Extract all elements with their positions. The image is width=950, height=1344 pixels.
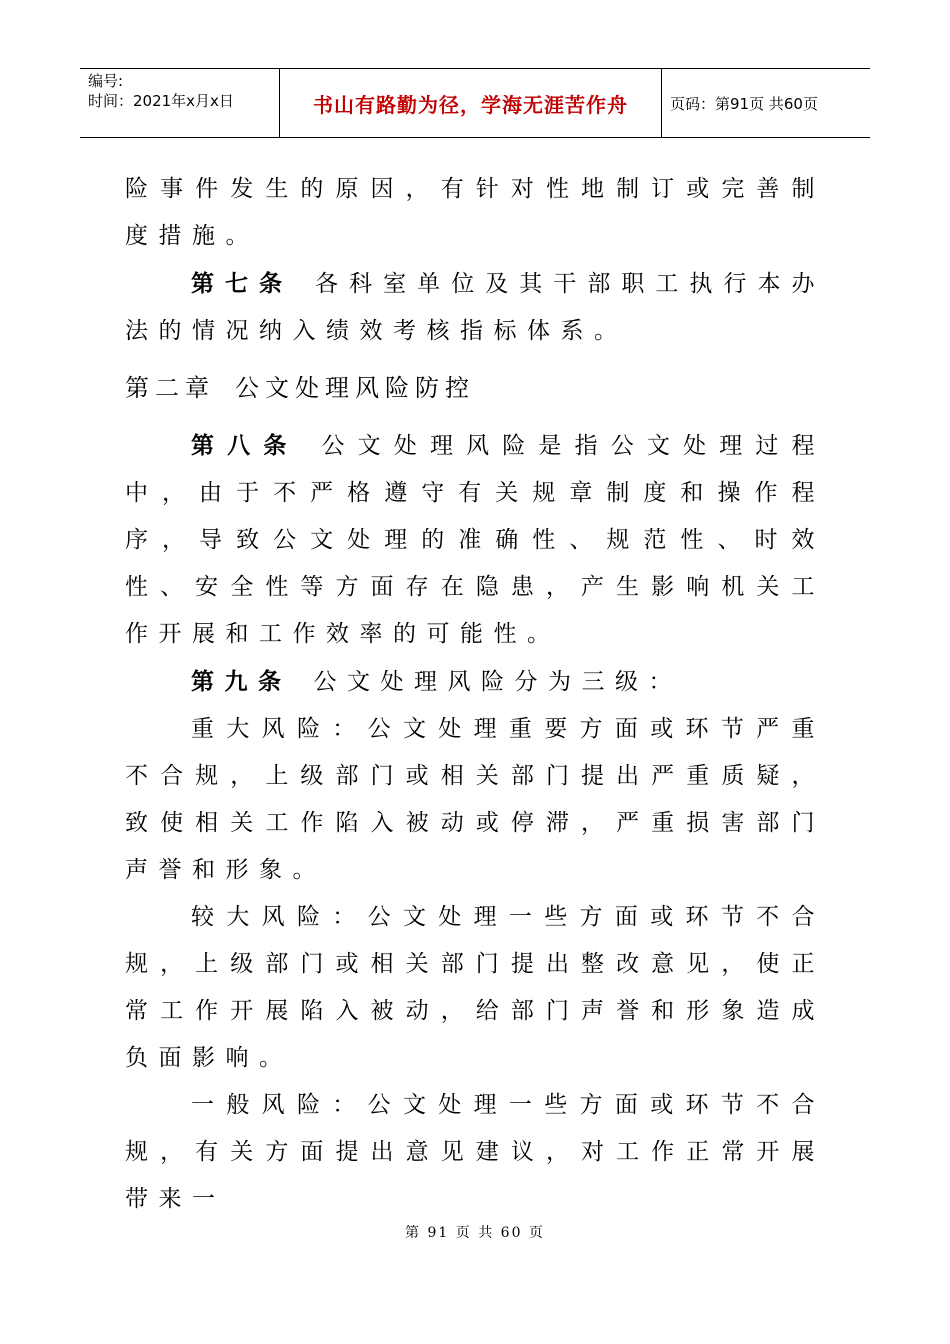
document-body [125, 166, 825, 1223]
article-9-text: 公文处理风险分为三级： [313, 669, 682, 695]
article-7-title: 第七条 [191, 270, 294, 297]
article-7 [125, 260, 825, 355]
risk-large: 较大风险：公文处理一些方面或环节不合规，上级部门或相关部门提出整改意见，使正常工作开展陷入被动，给部门声誉和形象造成负面影响。 [125, 904, 825, 1071]
chapter-heading [125, 365, 825, 412]
paragraph-continued: 险事件发生的原因，有针对性地制订或完善制度措施。 [125, 176, 825, 249]
chapter-title: 公文处理风险防控 [235, 374, 475, 402]
serial-label: 编号: [88, 72, 124, 90]
time-label: 时间：2021年x月x日 [88, 92, 234, 110]
article-8-text: 公文处理风险是指公文处理过程中，由于不严格遵守有关规章制度和操作程序，导致公文处理的准确性、规范性、时效性、安全性等方面存在隐患，产生影响机关工作开展和工作效率的可能性。 [125, 433, 825, 647]
header-page-info: 页码：第91页 共60页 [670, 94, 818, 113]
article-7-text: 各科室单位及其干部职工执行本办法的情况纳入绩效考核指标体系。 [125, 271, 826, 344]
header-meta [80, 69, 280, 137]
risk-general: 一般风险：公文处理一些方面或环节不合规，有关方面提出意见建议，对工作正常开展带来一 [125, 1092, 825, 1212]
chapter-number: 第二章 [125, 374, 215, 402]
article-9 [125, 658, 825, 706]
risk-major: 重大风险：公文处理重要方面或环节严重不合规，上级部门或相关部门提出严重质疑，致使相关工作陷入被动或停滞，严重损害部门声誉和形象。 [125, 716, 825, 883]
header-motto: 书山有路勤为径，学海无涯苦作舟 [280, 69, 662, 137]
article-9-title: 第九条 [191, 668, 292, 695]
page-footer: 第 91 页 共 60 页 [405, 1225, 545, 1241]
article-8-title: 第八条 [191, 432, 300, 459]
article-8 [125, 422, 825, 658]
page-header [80, 68, 870, 138]
